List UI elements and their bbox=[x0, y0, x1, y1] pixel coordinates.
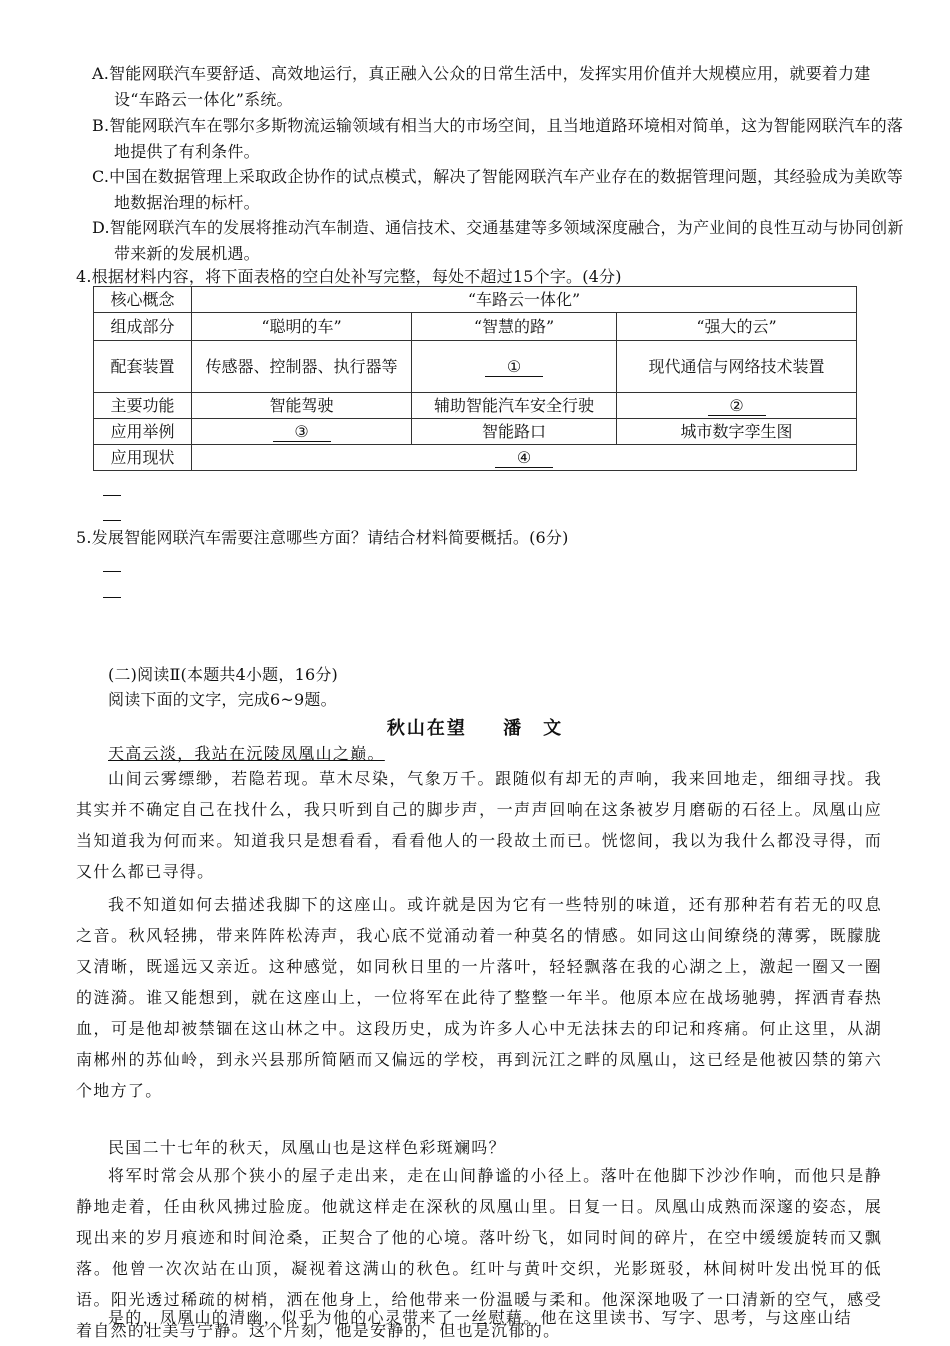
article-paragraph: 是的，凤凰山的清幽，似乎为他的心灵带来了一丝慰藉。他在这里读书、写字、思考，与这座山结 bbox=[108, 1308, 852, 1327]
answer-line[interactable] bbox=[103, 571, 121, 572]
blank-cell[interactable] bbox=[617, 393, 857, 419]
table-row-functions bbox=[94, 393, 857, 419]
blank-cell[interactable] bbox=[192, 419, 412, 445]
option-a: A.智能网联汽车要舒适、高效地运行，真正融入公众的日常生活中，发挥实用价值并大规模应用，就要着力建设“车路云一体化”系统。 bbox=[92, 64, 871, 109]
article-paragraph: 民国二十七年的秋天，凤凰山也是这样色彩斑斓吗？ bbox=[108, 1138, 506, 1157]
blank-cell[interactable] bbox=[192, 445, 857, 471]
table-header: 主要功能 bbox=[94, 393, 192, 419]
question-5-prompt: 5.发展智能网联汽车需要注意哪些方面？请结合材料简要概括。(6分) bbox=[76, 528, 569, 547]
table-cell: 智能驾驶 bbox=[192, 393, 412, 419]
article-first-line: 天高云淡，我站在沅陵凤凰山之巅。 bbox=[108, 744, 385, 763]
article-title: 秋山在望 bbox=[386, 718, 467, 739]
section-heading: (二)阅读Ⅱ(本题共4小题，16分) bbox=[108, 665, 338, 684]
table-row-core bbox=[94, 287, 857, 313]
option-d: D.智能网联汽车的发展将推动汽车制造、通信技术、交通基建等多领域深度融合，为产业间的良性互动与协同创新带来新的发展机遇。 bbox=[92, 218, 904, 263]
table-header: 应用举例 bbox=[94, 419, 192, 445]
table-cell: “聪明的车” bbox=[192, 313, 412, 341]
article-paragraph: 我不知道如何去描述我脚下的这座山。或许就是因为它有一些特别的味道，还有那种若有若无的叹息之音。秋风轻拂，带来阵阵松涛声，我心底不觉涌动着一种莫名的情感。如同这山间缭绕的薄雾，既朦胧又清晰，既遥远又亲近。这种感觉，如同秋日里的一片落叶，轻轻飘落在我的心湖之上，激起一圈又一圈的涟漪。谁又能想到，就在这座山上，一位将军在此待了整整一年半。他原本应在战场驰骋，挥洒青春热血，可是他却被禁锢在这山林之中。这段历史，成为许多人心中无法抹去的印记和疼痛。何止这里，从湖南郴州的苏仙岭，到永兴县那所简陋而又偏远的学校，再到沅江之畔的凤凰山，这已经是他被囚禁的第六个地方了。 bbox=[76, 895, 882, 1100]
table-cell: 现代通信与网络技术装置 bbox=[617, 341, 857, 393]
table-row-examples bbox=[94, 419, 857, 445]
table-cell: 传感器、控制器、执行器等 bbox=[192, 341, 412, 393]
question-4-prompt: 4.根据材料内容，将下面表格的空白处补写完整，每处不超过15个字。(4分) bbox=[76, 267, 622, 286]
option-b: B.智能网联汽车在鄂尔多斯物流运输领域有相当大的市场空间，且当地道路环境相对简单，这为智能网联汽车的落地提供了有利条件。 bbox=[92, 116, 904, 161]
table-cell: 智能路口 bbox=[412, 419, 617, 445]
table-cell: “智慧的路” bbox=[412, 313, 617, 341]
concept-table bbox=[93, 286, 857, 471]
table-header: 组成部分 bbox=[94, 313, 192, 341]
blank-2[interactable]: ② bbox=[708, 397, 766, 416]
answer-line[interactable] bbox=[103, 597, 121, 598]
table-cell: 辅助智能汽车安全行驶 bbox=[412, 393, 617, 419]
section-instruction: 阅读下面的文字，完成6~9题。 bbox=[108, 690, 337, 709]
answer-line[interactable] bbox=[103, 495, 121, 496]
table-cell: “车路云一体化” bbox=[192, 287, 857, 313]
table-header: 配套装置 bbox=[94, 341, 192, 393]
blank-cell[interactable] bbox=[412, 341, 617, 393]
blank-4[interactable]: ④ bbox=[495, 449, 553, 468]
blank-3[interactable]: ③ bbox=[273, 423, 331, 442]
table-row-devices bbox=[94, 341, 857, 393]
table-header: 应用现状 bbox=[94, 445, 192, 471]
blank-1[interactable]: ① bbox=[485, 358, 543, 377]
option-c: C.中国在数据管理上采取政企协作的试点模式，解决了智能网联汽车产业存在的数据管理问题，其经验成为美欧等地数据治理的标杆。 bbox=[92, 167, 903, 212]
table-cell: 城市数字孪生图 bbox=[617, 419, 857, 445]
table-cell: “强大的云” bbox=[617, 313, 857, 341]
article-paragraph: 山间云雾缥缈，若隐若现。草木尽染，气象万千。跟随似有却无的声响，我来回地走，细细寻找。我其实并不确定自己在找什么，我只听到自己的脚步声，一声声回响在这条被岁月磨砺的石径上。凤凰山应当知道我为何而来。知道我只是想看看，看看他人的一段故土而已。恍惚间，我以为我什么都没寻得，而又什么都已寻得。 bbox=[76, 769, 882, 881]
article-author: 潘 文 bbox=[503, 718, 564, 739]
table-header: 核心概念 bbox=[94, 287, 192, 313]
article-title-bar bbox=[0, 714, 950, 740]
article-paragraph: 将军时常会从那个狭小的屋子走出来，走在山间静谧的小径上。落叶在他脚下沙沙作响，而他只是静静地走着，任由秋风拂过脸庞。他就这样走在深秋的凤凰山里。日复一日。凤凰山成熟而深邃的姿态，展现出来的岁月痕迹和时间沧桑，正契合了他的心境。落叶纷飞，如同时间的碎片，在空中缓缓旋转而又飘落。他曾一次次站在山顶，凝视着这满山的秋色。红叶与黄叶交织，光影斑驳，林间树叶发出悦耳的低语。阳光透过稀疏的树梢，洒在他身上，给他带来一份温暖与柔和。他深深地吸了一口清新的空气，感受着自然的壮美与宁静。这个片刻，他是安静的，但也是沉郁的。 bbox=[76, 1166, 882, 1340]
table-row-status bbox=[94, 445, 857, 471]
answer-line[interactable] bbox=[103, 520, 121, 521]
table-row-parts bbox=[94, 313, 857, 341]
